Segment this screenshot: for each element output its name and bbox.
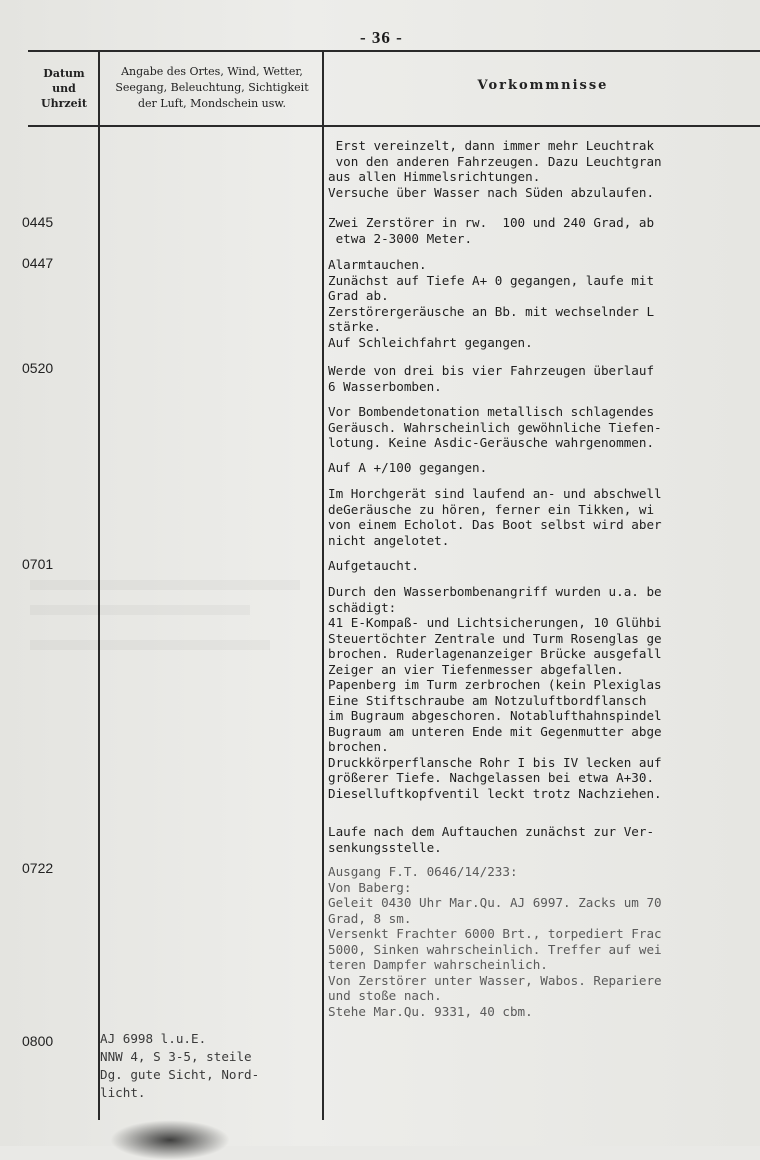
entry-text: Vor Bombendetonation metallisch schlagendes Geräusch. Wahrscheinlich gewöhnliche Tiefen- lotung. Keine Asdic-Geräusche wahrgenommen. bbox=[328, 404, 662, 450]
entry-text: Alarmtauchen. Zunächst auf Tiefe A+ 0 gegangen, laufe mit Grad ab. Zerstörergeräusche an Bb. mit wechselnder L stärke. Auf Schleichfahrt gegangen. bbox=[328, 257, 655, 350]
entry-text: Durch den Wasserbombenangriff wurden u.a. be schädigt: 41 E-Kompaß- und Lichtsicherungen, 10 Glühbi Steuertöchter Zentrale und Turm Rosenglas ge brochen. Ruderlagenanzeiger Brücke ausgefall Zeiger an vier Tiefenmesser abgefallen. Papenberg im Turm zerbrochen (kein Plexiglas Eine Stiftschraube am Notzuluftbordflansch im Bugraum abgeschoren. Notablufthahnspindel Bugraum am unteren Ende mit Gegenmutter abge brochen. Druckkörperflansche Rohr I bis IV lecken auf größerer Tiefe. Nachgelassen bei etwa A+30. Dieselluftkopfventil leckt trotz Nachziehen. bbox=[328, 584, 662, 801]
header-place-line-3: der Luft, Mondschein usw. bbox=[137, 97, 287, 110]
entry-text: Auf A +/100 gegangen. bbox=[328, 460, 488, 475]
entry-time: 0722 bbox=[22, 860, 54, 876]
header-date-line-1: Datum bbox=[43, 67, 85, 80]
entry-text: Laufe nach dem Auftauchen zunächst zur Ver- senkungsstelle. bbox=[328, 824, 655, 855]
entry-time: 0800 bbox=[22, 1033, 54, 1049]
entry-time: 0447 bbox=[22, 255, 54, 271]
column-divider-place bbox=[322, 50, 324, 1120]
entry-text: Im Horchgerät sind laufend an- und abschwell deGeräusche zu hören, ferner ein Tikken, wi von einem Echolot. Das Boot selbst wird aber nicht angelotet. bbox=[328, 486, 662, 548]
entry-time: 0701 bbox=[22, 556, 54, 572]
header-place-line-2: Seegang, Beleuchtung, Sichtigkeit bbox=[115, 81, 309, 94]
page-number: - 36 - bbox=[360, 28, 403, 47]
header-date-line-2: und bbox=[52, 82, 76, 95]
bleed-through-mark bbox=[30, 605, 250, 615]
entry-text: Aufgetaucht. bbox=[328, 558, 419, 573]
entry-text: Werde von drei bis vier Fahrzeugen überlauf 6 Wasserbomben. bbox=[328, 363, 655, 394]
entry-time: 0520 bbox=[22, 360, 54, 376]
header-bottom-rule bbox=[28, 125, 760, 127]
header-date bbox=[30, 66, 98, 111]
position-weather-entry: AJ 6998 l.u.E. NNW 4, S 3-5, steile Dg. gute Sicht, Nord- licht. bbox=[100, 1031, 260, 1100]
entry-text: Erst vereinzelt, dann immer mehr Leuchtrak von den anderen Fahrzeugen. Dazu Leuchtgran aus allen Himmelsrichtungen. Versuche über Wasser nach Süden abzulaufen. bbox=[328, 138, 662, 200]
bleed-through-mark bbox=[30, 580, 300, 590]
scan-smudge bbox=[110, 1120, 230, 1160]
header-place bbox=[103, 64, 321, 112]
header-events: Vorkommnisse bbox=[477, 78, 609, 93]
entry-text: Zwei Zerstörer in rw. 100 und 240 Grad, ab etwa 2-3000 Meter. bbox=[328, 215, 655, 246]
header-date-line-3: Uhrzeit bbox=[41, 97, 87, 110]
bleed-through-mark bbox=[30, 640, 270, 650]
table-top-rule bbox=[28, 50, 760, 52]
entry-text: Ausgang F.T. 0646/14/233: Von Baberg: Geleit 0430 Uhr Mar.Qu. AJ 6997. Zacks um 70 Grad, 8 sm. Versenkt Frachter 6000 Brt., torpediert Frac 5000, Sinken wahrscheinlich. Treffer auf wei teren Dampfer wahrscheinlich. Von Zerstörer unter Wasser, Wabos. Repariere und stoße nach. Stehe Mar.Qu. 9331, 40 cbm. bbox=[328, 864, 662, 1019]
entry-time: 0445 bbox=[22, 214, 54, 230]
header-place-line-1: Angabe des Ortes, Wind, Wetter, bbox=[121, 65, 303, 78]
